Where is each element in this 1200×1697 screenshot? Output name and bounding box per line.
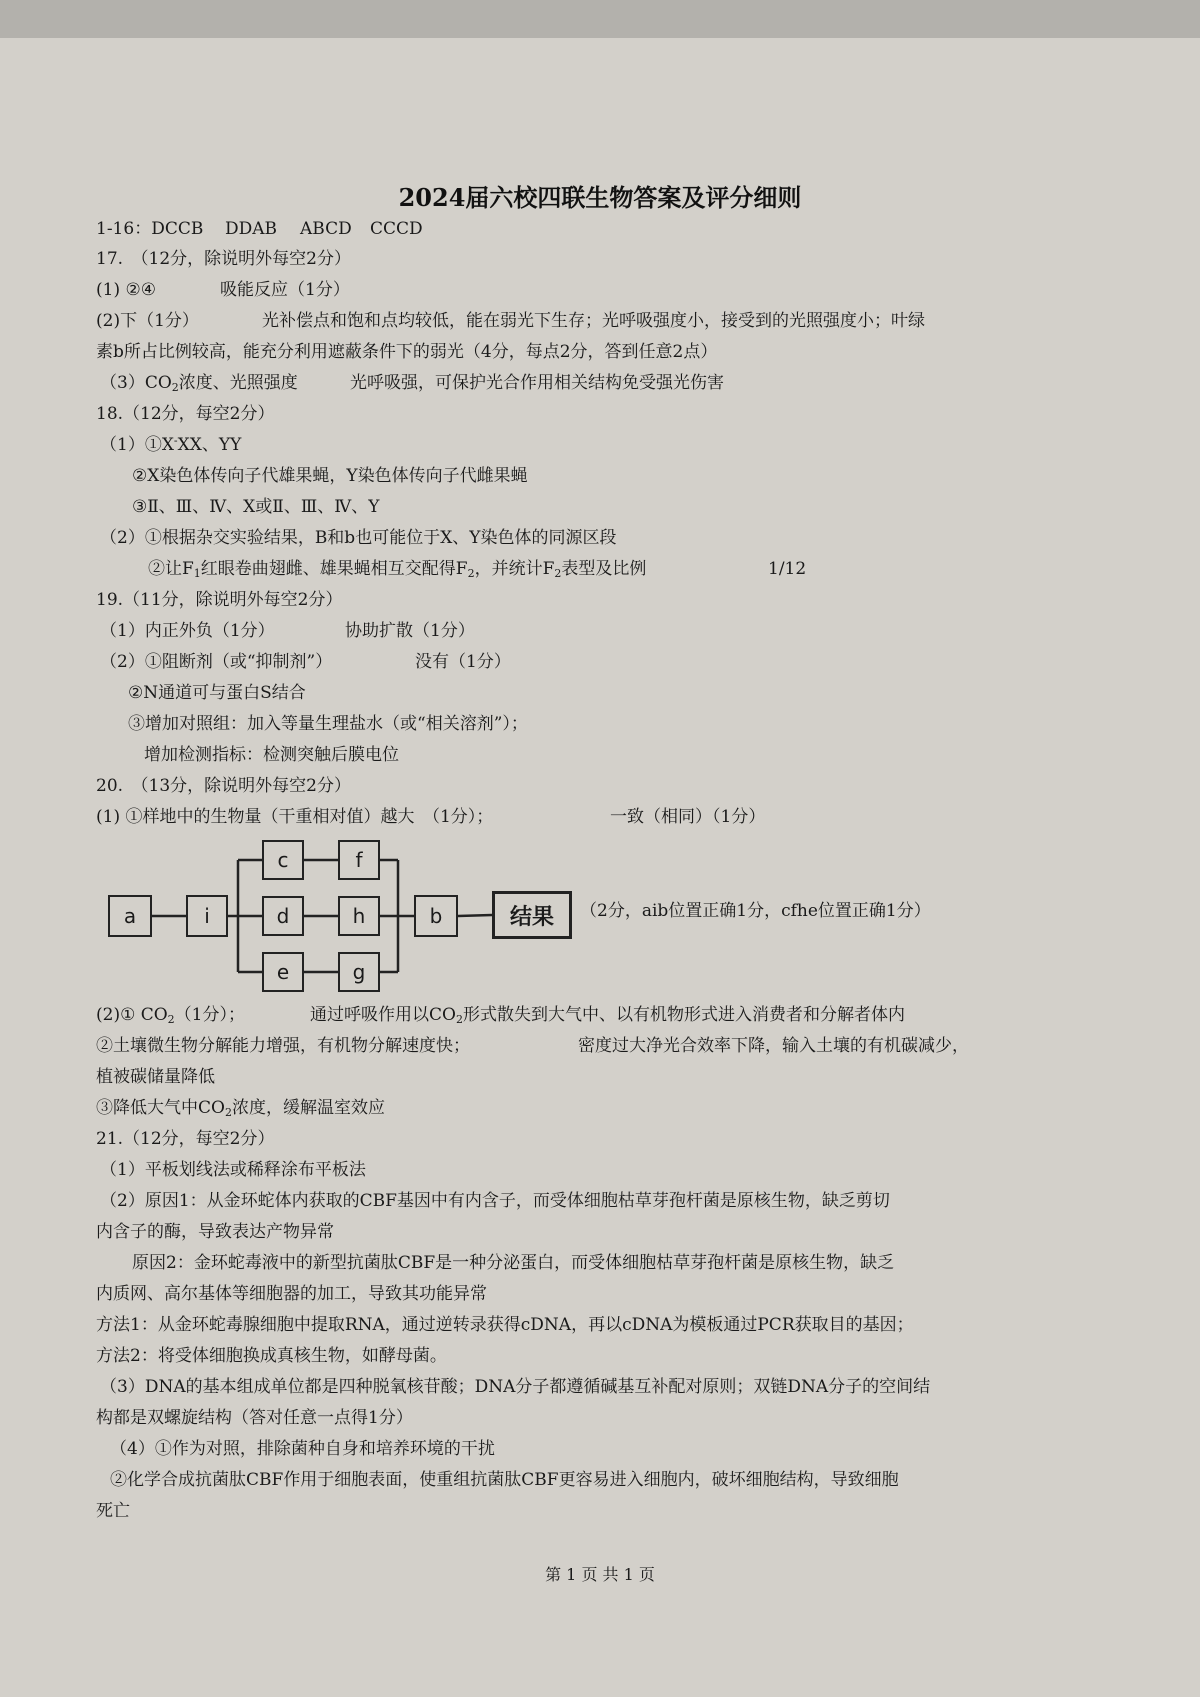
answer-text: 红眼卷曲翅雌、雄果蝇相互交配得F [200,559,468,579]
answer-text: 通过呼吸作用以CO [310,1005,456,1025]
answer-text: (2)① CO [96,1005,168,1025]
answer-text: （1分）； [174,1005,245,1025]
answer-text: 没有（1分） [415,652,511,672]
answer-text: 一致（相同）（1分） [610,807,766,827]
node-f: f [338,840,380,880]
answer-text: 协助扩散（1分） [345,621,475,641]
node-e: e [262,952,304,992]
answer-text: （3）CO [100,373,172,393]
answer-text: 20. （13分，除说明外每空2分） [96,776,351,796]
answer-text: （2分，aib位置正确1分，cfhe位置正确1分） [580,901,931,921]
answer-text: 光呼吸强，可保护光合作用相关结构免受强光伤害 [350,373,724,393]
answer-text: 17. （12分，除说明外每空2分） [96,249,351,269]
answer-text: XX、YY [177,435,242,455]
answer-text: 增加检测指标：检测突触后膜电位 [144,745,399,765]
answer-text: (2)下（1分） [96,311,199,331]
answer-text: 方法2：将受体细胞换成真核生物，如酵母菌。 [96,1346,447,1366]
answer-text: ，并统计F [474,559,555,579]
node-b: b [414,895,458,937]
answer-text: 植被碳储量降低 [96,1067,215,1087]
answer-text: 密度过大净光合效率下降，输入土壤的有机碳减少， [578,1036,969,1056]
subscript: 2 [224,1106,232,1119]
subscript: 2 [455,1013,463,1026]
answer-text: （1）平板划线法或稀释涂布平板法 [100,1160,366,1180]
answer-text: ABCD [300,219,352,239]
answer-text: DDAB [225,219,278,239]
answer-text: ②土壤微生物分解能力增强，有机物分解速度快； [96,1036,470,1056]
answer-text: 浓度、光照强度 [178,373,298,393]
connector-line [458,915,492,916]
node-d: d [262,896,304,936]
answer-text: ②让F [148,559,194,579]
answer-text: ②化学合成抗菌肽CBF作用于细胞表面，使重组抗菌肽CBF更容易进入细胞内，破坏细胞结构，导致细胞 [110,1470,899,1490]
page-footer: 第 1 页 共 1 页 [545,1565,655,1584]
subscript: 2 [554,567,562,580]
answer-text: 形式散失到大气中、以有机物形式进入消费者和分解者体内 [462,1005,905,1025]
node-g: g [338,952,380,992]
answer-text: 1-16：DCCB [96,219,204,239]
answer-text: （4）①作为对照，排除菌种自身和培养环境的干扰 [110,1439,495,1459]
answer-text: 光补偿点和饱和点均较低，能在弱光下生存；光呼吸强度小，接受到的光照强度小；叶绿 [262,311,925,331]
answer-text: （2）①根据杂交实验结果，B和b也可能位于X、Y染色体的同源区段 [100,528,617,548]
answer-text: 原因2：金环蛇毒液中的新型抗菌肽CBF是一种分泌蛋白，而受体细胞枯草芽孢杆菌是原核生物，缺乏 [132,1253,895,1273]
answer-text: （3）DNA的基本组成单位都是四种脱氧核苷酸；DNA分子都遵循碱基互补配对原则；双链DNA分子的空间结 [100,1377,931,1397]
answer-text: (1) ①样地中的生物量（干重相对值）越大 （1分）； [96,807,494,827]
answer-text: （2）原因1：从金环蛇体内获取的CBF基因中有内含子，而受体细胞枯草芽孢杆菌是原核生物，缺乏剪切 [100,1191,890,1211]
answer-text: ②X染色体传向子代雄果蝇，Y染色体传向子代雌果蝇 [132,466,528,486]
answer-text: (1) ②④ [96,280,156,300]
node-i: i [186,895,228,937]
answer-text: CCCD [370,219,423,239]
answer-text: ③Ⅱ、Ⅲ、Ⅳ、X或Ⅱ、Ⅲ、Ⅳ、Y [132,497,380,517]
node-c: c [262,840,304,880]
answer-text: 内含子的酶，导致表达产物异常 [96,1222,334,1242]
node-result: 结果 [492,891,572,939]
answer-text: ②N通道可与蛋白S结合 [128,683,306,703]
answer-text: 21.（12分，每空2分） [96,1129,275,1149]
answer-text: 吸能反应（1分） [220,280,350,300]
answer-text: ③降低大气中CO [96,1098,225,1118]
superscript: - [173,434,178,447]
answer-text: 素b所占比例较高，能充分利用遮蔽条件下的弱光（4分，每点2分，答到任意2点） [96,342,718,362]
answer-text: （1）①X [100,435,174,455]
answer-text: 内质网、高尔基体等细胞器的加工，导致其功能异常 [96,1284,487,1304]
answer-text: 浓度，缓解温室效应 [231,1098,385,1118]
subscript: 2 [167,1013,175,1026]
answer-text: 表型及比例 [561,559,647,579]
answer-text: （1）内正外负（1分） [100,621,275,641]
answer-text: 19.（11分，除说明外每空2分） [96,590,343,610]
answer-text: 死亡 [96,1501,130,1521]
subscript: 1 [193,567,201,580]
subscript: 2 [467,567,475,580]
answer-text: 方法1：从金环蛇毒腺细胞中提取RNA，通过逆转录获得cDNA，再以cDNA为模板通过PCR获取目的基因； [96,1315,914,1335]
answer-text: 1/12 [768,559,807,579]
answer-text: （2）①阻断剂（或“抑制剂”） [100,652,333,672]
answer-text: 18.（12分，每空2分） [96,404,275,424]
answer-text: 构都是双螺旋结构（答对任意一点得1分） [96,1408,413,1428]
page-title: 2024届六校四联生物答案及评分细则 [398,183,802,212]
subscript: 2 [171,381,179,394]
node-h: h [338,896,380,936]
answer-text: ③增加对照组：加入等量生理盐水（或“相关溶剂”）； [128,714,528,734]
node-a: a [108,895,152,937]
